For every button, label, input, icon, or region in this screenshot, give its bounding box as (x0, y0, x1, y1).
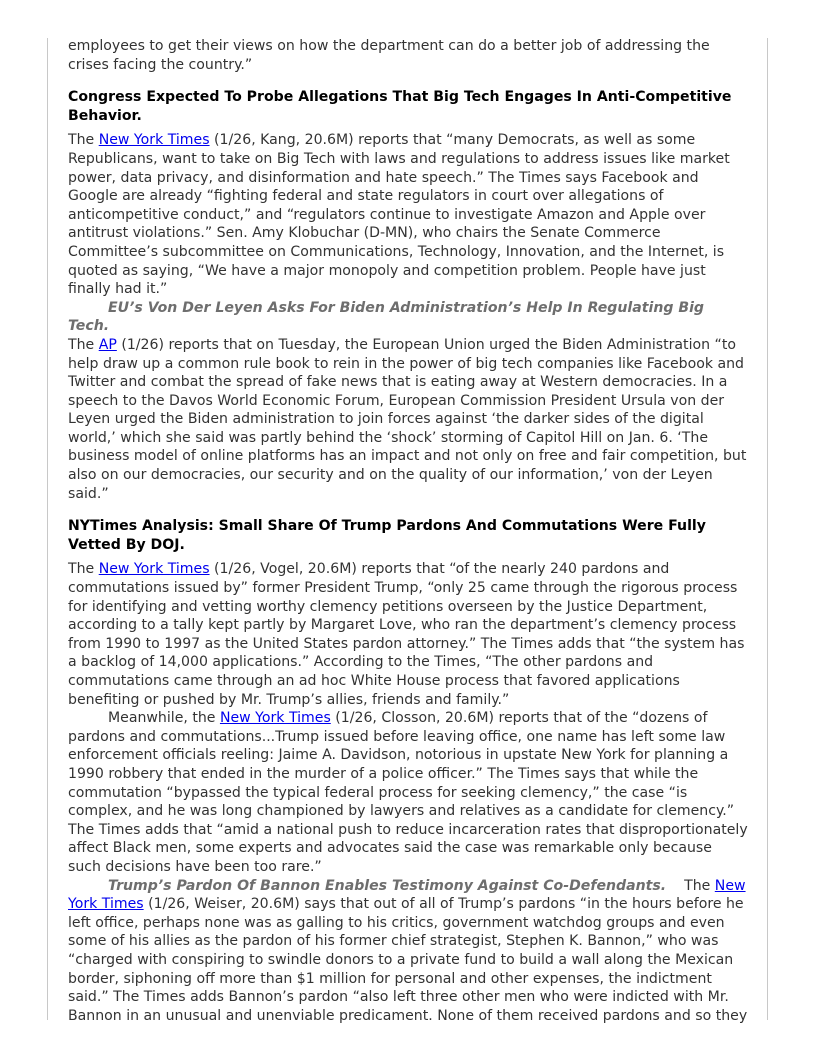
source-link-ap[interactable]: AP (98, 336, 117, 353)
subhead-eu-von-der-leyen: EU’s Von Der Leyen Asks For Biden Administration’s Help In Regulating Big Tech. (68, 299, 705, 335)
source-link-nyt[interactable]: New York Times (68, 877, 746, 913)
paragraph-eu-von-der-leyen: EU’s Von Der Leyen Asks For Biden Administration’s Help In Regulating Big Tech. The AP (1/26) reports that on Tuesday, the European Union urged the Biden Administration “to help draw up a common rule book to rein in the power of big tech companies like Facebook and Twitter and combat the spread of fake news that is eating away at Western democracies. In a speech to the Davos World Economic Forum, European Commission President Ursula von der Leyen urged the Biden administration to join forces against ‘the darker sides of the digital world,’ which she said was partly behind the ‘shock’ storming of Capitol Hill on Jan. 6. ‘The business model of online platforms has an impact and not only on free and fair competition, but also on our democracies, our security and on the quality of our information,’ von der Leyen said.” (68, 299, 747, 502)
paragraph-big-tech: The New York Times (1/26, Kang, 20.6M) reports that “many Democrats, as well as some Republicans, want to take on Big Tech with laws and regulations to address issues like market power, data privacy, and disinformation and hate speech.” The Times says Facebook and Google are already “fighting federal and state regulators in court over allegations of anticompetitive conduct,” and “regulators continue to investigate Amazon and Apple over antitrust violations.” Sen. Amy Klobuchar (D-MN), who chairs the Senate Commerce Committee’s subcommittee on Communications, Technology, Innovation, and the Internet, is quoted as saying, “We have a major monopoly and competition problem. People have just finally had it.” (68, 132, 730, 298)
document-body (68, 37, 748, 1025)
source-link-nyt[interactable]: New York Times (219, 710, 331, 727)
paragraph-bannon-pardon: Trump’s Pardon Of Bannon Enables Testimony Against Co-Defendants. The New York Times (1/26, Weiser, 20.6M) says that out of all of Trump’s pardons “in the hours before he left office, perhaps none was as galling to his critics, government watchdog groups and even some of his allies as the pardon of his former chief strategist, Stephen K. Bannon,” who was “charged with conspiring to swindle donors to a private fund to build a wall along the Mexican border, siphoning off more than $1 million for personal and other expenses, the indictment said.” The Times adds Bannon’s pardon “also left three other men who were indicted with Mr. Bannon in an unusual and unenviable predicament. None of them received pardons and so they (68, 877, 748, 1024)
right-margin-rule (767, 38, 768, 1020)
intro-paragraph: employees to get their views on how the department can do a better job of addressing the crises facing the country.” (68, 38, 710, 73)
paragraph-pardons-vetting: The New York Times (1/26, Vogel, 20.6M) reports that “of the nearly 240 pardons and commutations issued by” former President Trump, “only 25 came through the rigorous process for identifying and vetting worthy clemency petitions overseen by the Justice Department, according to a tally kept partly by Margaret Love, who ran the department’s clemency process from 1990 to 1997 as the United States pardon attorney.” The Times adds that “the system has a backlog of 14,000 applications.” According to the Times, “The other pardons and commutations came through an ad hoc White House process that favored applications benefiting or pushed by Mr. Trump’s allies, friends and family.” (68, 561, 745, 708)
headline-big-tech: Congress Expected To Probe Allegations That Big Tech Engages In Anti-Competitive Behavior. (68, 89, 732, 124)
source-link-nyt[interactable]: New York Times (98, 561, 210, 578)
headline-trump-pardons: NYTimes Analysis: Small Share Of Trump Pardons And Commutations Were Fully Vetted By DOJ. (68, 518, 706, 553)
left-margin-rule (47, 38, 48, 1020)
subhead-bannon-pardon: Trump’s Pardon Of Bannon Enables Testimony Against Co-Defendants. (108, 877, 667, 894)
paragraph-davidson-commutation: Meanwhile, the New York Times (1/26, Closson, 20.6M) reports that of the “dozens of pardons and commutations...Trump issued before leaving office, one name has left some law enforcement officials reeling: Jaime A. Davidson, notorious in upstate New York for planning a 1990 robbery that ended in the murder of a police officer.” The Times says that while the commutation “bypassed the typical federal process for seeking clemency,” the case “is complex, and he was long championed by lawyers and relatives as a candidate for clemency.” The Times adds that “amid a national push to reduce incarceration rates that disproportionately affect Black men, some experts and advocates said the case was remarkable only because such decisions have been too rare.” (68, 710, 748, 875)
source-link-nyt[interactable]: New York Times (98, 132, 210, 149)
